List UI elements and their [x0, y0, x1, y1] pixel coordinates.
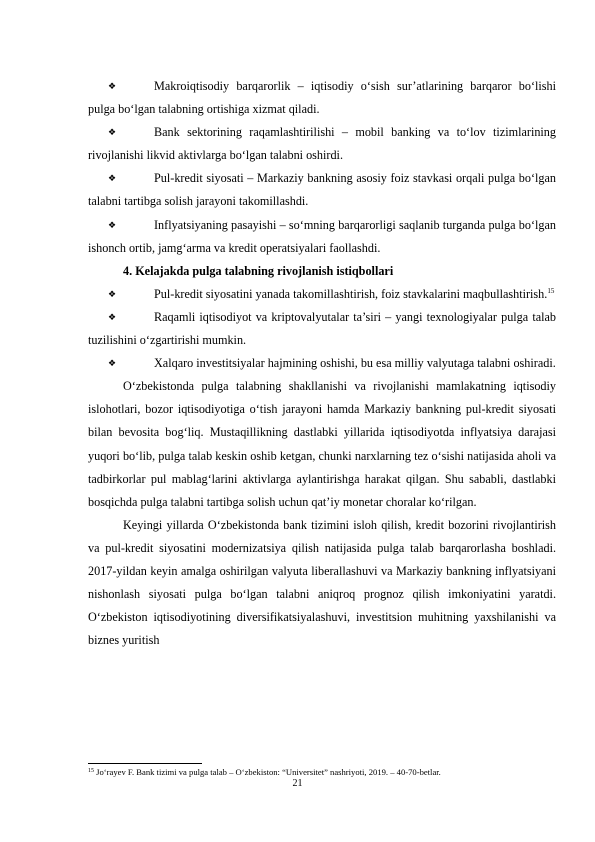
- section-heading: 4. Kelajakda pulga talabning rivojlanish istiqbollari: [123, 263, 394, 278]
- diamond-bullet-icon: ❖: [108, 358, 117, 369]
- bullet-item: ❖ Pul-kredit siyosati – Markaziy bankning asosiy foiz stavkasi orqali pulga bo‘lgan talabni tartibga solish jarayoni takomillashdi.: [88, 167, 556, 213]
- footnote-divider: [88, 763, 202, 764]
- diamond-bullet-icon: ❖: [108, 81, 117, 91]
- diamond-bullet-icon: ❖: [108, 127, 117, 138]
- footnote: [88, 766, 558, 778]
- footnote-reference[interactable]: 15: [547, 286, 555, 295]
- bullet-item: ❖ Bank sektorining raqamlashtirilishi – mobil banking va to‘lov tizimlarining rivojlanishi likvid aktivlarga bo‘lgan talabni oshirdi.: [88, 121, 556, 167]
- body-text: [88, 75, 556, 652]
- bullet-item: ❖ Makroiqtisodiy barqarorlik – iqtisodiy o‘sish sur’atlarining barqaror bo‘lishi pulga bo‘lgan talabning ortishiga xizmat qiladi.: [88, 75, 556, 121]
- page-number: 21: [292, 778, 303, 789]
- bullet-item: ❖ Xalqaro investitsiyalar hajmining oshishi, bu esa milliy valyutaga talabni oshiradi.: [88, 352, 556, 375]
- body-paragraph: Keyingi yillarda O‘zbekistonda bank tizimini isloh qilish, kredit bozorini rivojlantirish va pul-kredit siyosatini modernizatsiya qilish natijasida pulga talab barqarorlasha boshladi. 2017-yildan keyin amalga oshirilgan valyuta liberallashuvi va Markaziy bankning inflyatsiyani nishonlash siyosati pulga bo‘lgan talabni aniqroq prognoz qilish imkoniyatini yaratdi. O‘zbekiston iqtisodiyotining diversifikatsiyalashuvi, investitsion muhitning yaxshilanishi va biznes yuritish: [88, 517, 556, 648]
- diamond-bullet-icon: ❖: [108, 219, 117, 230]
- diamond-bullet-icon: ❖: [108, 288, 117, 299]
- bullet-item: ❖ Raqamli iqtisodiyot va kriptovalyutalar ta’siri – yangi texnologiyalar pulga talab tuzilishini o‘zgartirishi mumkin.: [88, 306, 556, 352]
- body-paragraph: O‘zbekistonda pulga talabning shakllanishi va rivojlanishi mamlakatning iqtisodiy islohotlari, bozor iqtisodiyotiga o‘tish jarayoni hamda Markaziy bankning pul-kredit siyosati bilan bevosita bog‘liq. Mustaqillikning dastlabki yillarida iqtisodiyotda inflyatsiya darajasi yuqori bo‘lib, pulga talab keskin oshib ketgan, chunki narxlarning tez o‘sishi natijasida aholi va tadbirkorlar pul mablag‘larini aktivlarga aylantirishga harakat qilgan. Shu sababli, dastlabki bosqichda pulga talabni tartibga solish uchun qat’iy monetar choralar ko‘rilgan.: [88, 379, 556, 509]
- diamond-bullet-icon: ❖: [108, 311, 117, 322]
- diamond-bullet-icon: ❖: [108, 173, 117, 184]
- bullet-item: ❖ Inflyatsiyaning pasayishi – so‘mning barqarorligi saqlanib turganda pulga bo‘lgan ishonch ortib, jamg‘arma va kredit operatsiyalari faollashdi.: [88, 214, 556, 260]
- footnote-text: Jo‘rayev F. Bank tizimi va pulga talab – O‘zbekiston: “Universitet” nashriyoti, 2019. – 40-70-betlar.: [94, 767, 441, 777]
- bullet-item: ❖ Pul-kredit siyosatini yanada takomillashtirish, foiz stavkalarini maqbullashtirish.$^{15}$: [88, 283, 556, 306]
- footnote-number: 15: [88, 768, 94, 774]
